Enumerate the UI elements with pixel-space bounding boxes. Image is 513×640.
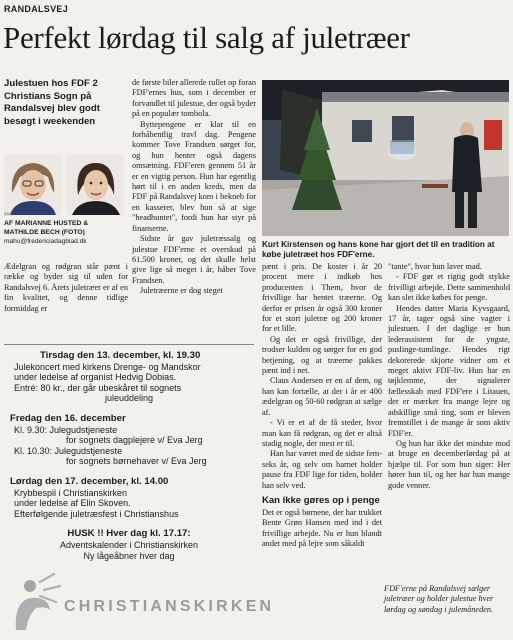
headline: Perfekt lørdag til salg af juletræer bbox=[3, 20, 410, 55]
event-1 bbox=[4, 351, 254, 404]
paragraph: Sidste år gav juletræssalg og julestue FDF'erne et overskud på 61.500 kroner, og det skulle helst give lige så meget i år, håber Tove Frandsen. bbox=[132, 234, 256, 285]
event-line: for sognets børnehaver v/ Eva Jerg bbox=[66, 456, 207, 467]
reminder-line: Adventskalender i Christianskirken bbox=[59, 539, 199, 550]
subheading: Kan ikke gøres op i penge bbox=[262, 494, 380, 506]
event-2 bbox=[4, 414, 254, 467]
reminder-line: Ny lågeåbner hver dag bbox=[83, 550, 175, 561]
event-line: under ledelse af organist Hedvig Dobias. bbox=[14, 372, 177, 383]
body-column-4 bbox=[388, 262, 510, 491]
section-kicker: RANDALSVEJ bbox=[4, 4, 69, 14]
body-column-2 bbox=[132, 78, 256, 297]
event-heading: Lørdag den 17. december, kl. 14.00 bbox=[10, 475, 169, 487]
event-line: Kl. 10.30: Julegudstjeneste bbox=[14, 445, 123, 456]
standfirst: Julestuen hos FDF 2 Christians Sogn på Randalsvej blev godt besøgt i weekenden bbox=[4, 78, 100, 127]
closing-note: FDF'erne på Randalsvej sælger juletræer og holder julestue hver lørdag og søndag i julemåneden. bbox=[384, 584, 494, 614]
paragraph: - Vi er et af de få steder, hvor man kan få rødgran, og det er altså stadig nogle, der mest er til. bbox=[262, 418, 382, 448]
event-heading: Tirsdag den 13. december, kl. 19.30 bbox=[40, 350, 201, 361]
event-line: for sognets dagplejere v/ Eva Jerg bbox=[66, 435, 203, 446]
paragraph: Og det er også frivillige, der trodser kulden og sørger for en god betjening, og at træerne pakkes pænt ind i net. bbox=[262, 334, 382, 376]
photo-caption: Kurt Kirstensen og hans kone har gjort det til en tradition at købe juletræet hos FDF'erne. bbox=[262, 240, 495, 260]
event-line: juleuddeling bbox=[104, 393, 154, 404]
paragraph: de første biler allerede rullet op foran FDF'ernes hus, som i december er forvandlet til julestue, der også byder på en populær tombola. bbox=[132, 78, 256, 119]
paragraph: Det er også børnene, der har trukket Bente Grøn Hansen med ind i det frivillige arbejde. Nu er hun blandt andet med på lejre som såkaldt bbox=[262, 507, 382, 549]
event-line: Efterfølgende juletræsfest i Christianshus bbox=[14, 508, 179, 519]
author-photo-marianne bbox=[4, 155, 62, 215]
reminder bbox=[4, 529, 254, 561]
christmas-tree-photo bbox=[262, 80, 509, 236]
paragraph: Hendes datter Maria Kyvsgaard, 17 år, tager også sine vagter i julestuen. I det daglige er hun lederassistent for de yngste, puslinge-tumlinge. Hendes rigt dekorerede skjorte vidner om et meget aktivt FDF-liv. Hun har en tøjklemme, der signalerer fællesskab med FDF'ere i Litauen, der er mærker fra mange lejre og adskillige små ting, som er bleven fremstillet i de mange år som aktiv FDF'er. bbox=[388, 303, 510, 438]
reminder-heading: HUSK !! Hver dag kl. 17.17: bbox=[67, 528, 191, 540]
body-column-1 bbox=[4, 262, 128, 314]
author-portraits bbox=[4, 155, 128, 215]
intro-paragraph: Ædelgran og rødgran står pænt i række og byder sig til uden for Randalsvej 6. Årets juletræer er af en fin kvalitet, og denne tidlige formiddag er bbox=[4, 262, 128, 313]
paragraph: "tante", hvor hun laver mad. bbox=[388, 262, 482, 271]
church-logo-text: CHRISTIANSKIRKEN bbox=[64, 598, 275, 615]
paragraph: Byttepengene er klar til en forhåbentlig travl dag. Pengene kommer Tove Frandsen sørget for, og hun henter også dagens omsætning. FDF'eren gennem 51 år er en vigtig person. Hun har egentlig hørt til i en anden kreds, men da FDF på Randalsvej kom i bekneb for en kasserer, blev hun så at sige "headhuntet", fordi hun har styr på finanserne. bbox=[132, 119, 256, 233]
paragraph: Claus Andersen er en af dem, og han kan fortælle, at der i år er 400 ædelgran og 50-60 rødgran at sælge af. bbox=[262, 376, 382, 417]
paragraph: pænt i pris. De koster i år 20 procent mere i indkøb hos producenten i Them, hvor de frivillige har hentet træerne. Og derfor er prisen år også 300 kroner for et stort juletræ og 200 kroner for et lille. bbox=[262, 262, 382, 334]
byline bbox=[4, 220, 128, 237]
christianskirken-logo-icon bbox=[10, 572, 62, 636]
photo-credit-mark: ### bbox=[4, 212, 13, 218]
event-line: Krybbespil i Christianskirken bbox=[14, 487, 128, 498]
body-column-3 bbox=[262, 262, 382, 550]
author-email[interactable]: mahu@fredericiadagblad.dk bbox=[4, 238, 87, 245]
event-line: Kl. 9.30: Julegudstjeneste bbox=[14, 424, 118, 435]
paragraph: Han har været med de sidste fem-seks år, og selv om barnet holder pause fra FDF lige for tiden, holder han selv ved. bbox=[262, 449, 382, 490]
event-line: Julekoncert med kirkens Drenge- og Mandskor bbox=[14, 361, 201, 372]
event-3 bbox=[4, 477, 254, 519]
paragraph: - FDF gør et rigtig godt stykke frivilligt arbejde. Dette sammenhold kan slet ikke købes for penge. bbox=[388, 272, 510, 303]
byline-line2: MATHILDE BECH (FOTO) bbox=[4, 228, 85, 236]
event-line: under ledelse af Elin Skoven. bbox=[14, 498, 131, 509]
paragraph: Juletræerne er dog steget bbox=[140, 286, 223, 296]
event-line: Entré: 80 kr., der går ubeskåret til sognets bbox=[14, 382, 182, 393]
author-photo-mathilde bbox=[66, 155, 124, 215]
event-heading: Fredag den 16. december bbox=[10, 412, 126, 424]
byline-line1: AF MARIANNE HUSTED & bbox=[4, 220, 89, 227]
paragraph: Og hun har ikke det mindste mod at bruge en decemberlørdag på at hjælpe til. For som hun siger: Her hører hun til, og her har hun mange gode venner. bbox=[388, 438, 510, 490]
